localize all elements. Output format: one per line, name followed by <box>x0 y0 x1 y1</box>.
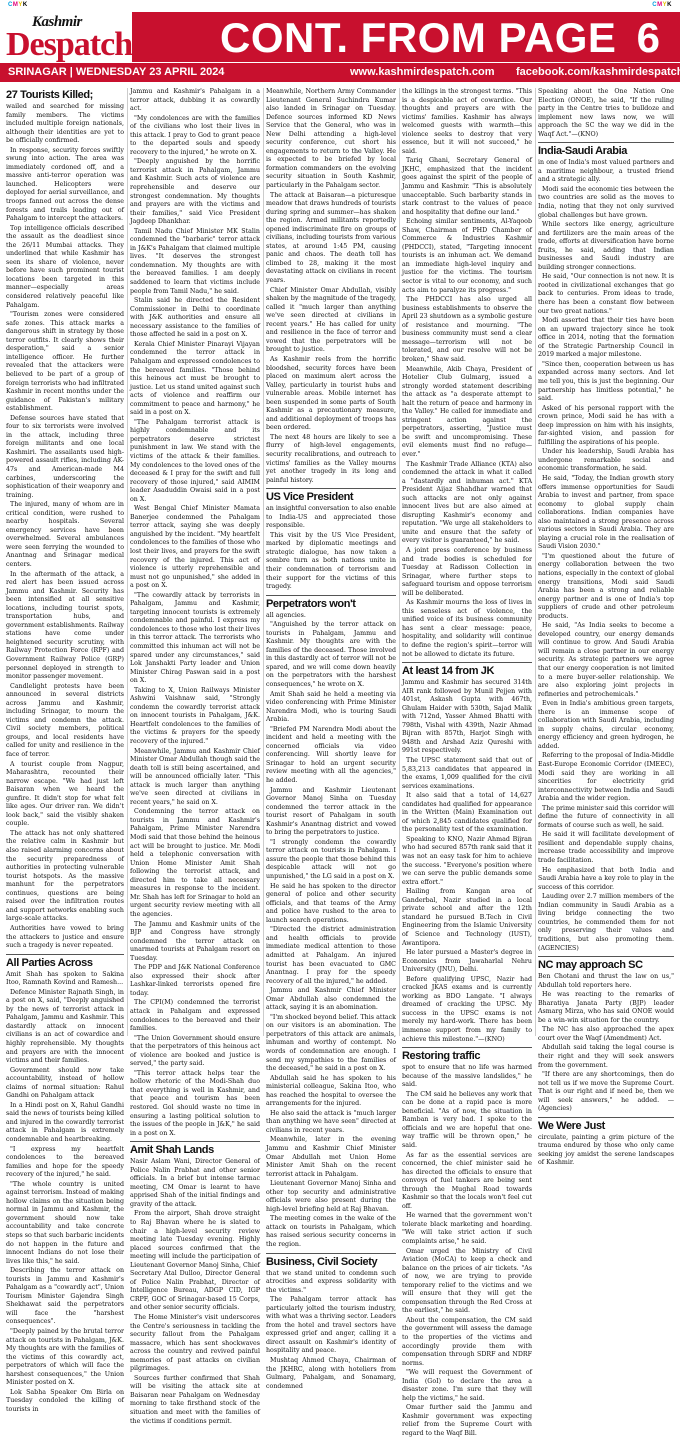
article-paragraph: "The cowardly attack by terrorists in Pahalgam, Jammu and Kashmir, targeting innocent tourists is extremely condemnable and painful. I express my condolences to those who lost their lives in this terror attack. The terrorists who committed this inhuman act will not be spared under any circumstances," said Lok Janshakti Party leader and Union Minister Chirag Paswan said in a post on X. <box>130 591 260 685</box>
article-paragraph: that we stand united to condemn such atrocities and express solidarity with the victims." <box>266 1269 396 1294</box>
article-body <box>266 1270 396 1392</box>
article-paragraph: "The Union Government should ensure that the perpetrators of this heinous act of violence are booked and justice is served," the party said. <box>130 1034 260 1068</box>
article-paragraph: "Deeply anguished by the horrific terrorist attack in Pahalgam, Jammu and Kashmir. Such acts of violence are reprehensible and deserve our strongest condemnation. My thoughts and prayers are with the victims and their families," said Vice President Jagdeep Dhankhar. <box>130 158 260 226</box>
article-headline: NC may approach SC <box>538 959 643 972</box>
article-paragraph: Ben Chotani and thrust the law on us," Abdullah told reporters here. <box>538 973 674 989</box>
article-paragraph: Meanwhile, Akib Chaya, President of Hotelier Club Gulmarg, issued a strongly worded statement describing the attack as "a desperate attempt to halt the return of peace and harmony in the Valley." He called for immediate and stringent action against the perpetrators, asserting, "Justice must be swift and uncompromising. These evil elements must find no refuge—ever." <box>402 365 532 458</box>
article-paragraph: Meanwhile, later in the evening Jammu and Kashmir Chief Minister Omar Abdullah met Union Home Minister Amit Shah on the recent terrorist attack in Pahalgam. <box>266 1136 396 1178</box>
article-paragraph: Kerala Chief Minister Pinarayi Vijayan condemned the terror attack in Pahalgam and expressed condolences to the bereaved families. "Those behind this heinous act must be brought to justice. Let us stand united against such acts of violence and reaffirm our commitment to peace and harmony," he said in a post on X. <box>130 340 260 417</box>
article-paragraph: Tariq Ghani, Secretary General of JKHC, emphasized that the incident goes against the spirit of the people of Jammu and Kashmir. "This is absolutely unacceptable. Such barbarity stands in stark contrast to the values of peace and hospitality that define our land." <box>402 157 532 216</box>
article-rule <box>402 662 532 663</box>
article-paragraph: Top intelligence officials described the assault as the deadliest since the 26/11 Mumbai attacks. They underlined that while Kashmir has seen its share of violence, never before have such prominent tourist locations been targeted in this manner—especially areas considered relatively peaceful like Pahalgam. <box>6 224 124 309</box>
article-paragraph: While sectors like energy, agriculture and fertilizers are the main areas of the trade, efforts at diversification have borne fruits, he said, adding that Indian businesses and Saudi industry are building stronger connections. <box>538 221 674 271</box>
article-body <box>130 88 260 1138</box>
article-paragraph: Jammu and Kashmir's Pahalgam in a terror attack, dubbing it as cowardly act. <box>130 88 260 113</box>
article-body <box>402 679 532 1044</box>
article-paragraph: He later pursued a Master's degree in Economics from Jawaharlal Nehru University (JNU), Delhi. <box>402 949 532 974</box>
article-paragraph: Omar further said the Jammu and Kashmir government was expecting relief from the Supreme Court with regard to the Waqf Bill. <box>402 1404 532 1438</box>
article-paragraph: "I'm shocked beyond belief. This attack on our visitors is an abomination. The perpetrators of this attack are animals, inhuman and worthy of contempt. No words of condemnation are enough. I send my sympathies to the families of the deceased," he said in a post on X. <box>266 1013 396 1073</box>
article-paragraph: In a Hindi post on X, Rahul Gandhi said the news of tourists being killed and injured in the cowardly terrorist attack in Pahalgam is extremely condemnable and heartbreaking. <box>6 1101 124 1143</box>
brand-main: Despatch <box>6 26 133 63</box>
article-paragraph: The next 48 hours are likely to see a flurry of high-level engagements, security recalibrations, and outreach to victims' families as the Valley mourns yet another tragedy in its long and painful history. <box>266 433 396 484</box>
article-body <box>538 88 674 139</box>
article-paragraph: The Pahalgam terror attack has particularly jolted the tourism industry, with what was a thriving sector. Leaders from the hotel and travel sectors have expressed grief and anger, calling it a direct assault on Kashmir's identity of hospitality and peace. <box>266 1296 396 1355</box>
article-body <box>402 1064 532 1439</box>
article-headline: 27 Tourists Killed; <box>6 89 93 101</box>
article-paragraph: He said, "Our connection is not new. It is rooted in civilizational exchanges that go back to centuries. From ideas to trade, there has been a constant flow between our two great nations." <box>538 273 674 315</box>
article-rule <box>266 1253 396 1254</box>
article-paragraph: "The Pahalgam terrorist attack is highly condemnable and its perpetrators deserve strictest punishment in law. We stand with the victims of the attack & their families. My condolences to the loved ones of the deceased & I pray for the swift and full recovery of those injured," said AIMIM leader Asaduddin Owaisi said in a post on X. <box>130 418 260 503</box>
article-paragraph: Tamil Nadu Chief Minister MK Stalin condemned the "barbaric" terror attack in J&K's Pahalgam that claimed multiple lives. "It deserves the strongest condemnation. My thoughts are with the bereaved families. I am deeply saddened to learn that victims include people from Tamil Nadu," he said. <box>130 227 260 295</box>
article-paragraph: "Anguished by the terror attack on tourists in Pahalgam, Jammu and Kashmir. My thoughts are with the families of the deceased. Those involved in this dastardly act of terror will not be spared, and we will come down heavily on the perpetrators with the harshest consequences," he wrote on X. <box>266 621 396 688</box>
article-paragraph: West Bengal Chief Minister Mamata Banerjee condemned the Pahalgam terror attack, saying she was deeply anguished by the incident. "My heartfelt condolences to the families of those who lost their lives, and prayers for the swift recovery of the injured. This act of violence is utterly reprehensible and must not go unpunished," she added in a post on X. <box>130 505 260 590</box>
article-paragraph: He warned that the government won't tolerate black marketing and hoarding. "We will take strict action if such complaints arise," he said. <box>402 1212 532 1245</box>
article-paragraph: Stalin said he directed the Resident Commissioner in Delhi to coordinate with J&K authorities and ensure all necessary assistance to the families of those affected he said in a post on X. <box>130 297 260 339</box>
article-paragraph: Sources further confirmed that Shah will be visiting the attack site at Baisaran near Pahalgam on Wednesday morning to take firsthand stock of the situation and meet with the families of the victims if conditions permit. <box>130 1374 260 1425</box>
column-divider <box>263 88 264 1036</box>
article-paragraph: Jammu and Kashmir Lieutenant Governor Manoj Sinha on Tuesday condemned the terror attack in the tourist resort of Pahalgam in south Kashmir's Anantnag district and vowed to bring the perpetrators to justice. <box>266 786 396 837</box>
column-divider <box>535 88 536 1036</box>
article-paragraph: As Kashmir reels from the horrific bloodshed, security forces have been placed on maximum alert across the Valley, particularly in tourist hubs and vulnerable areas. Mobile internet has been suspended in some parts of South Kashmir as a precautionary measure, and additional deployment of troops has been ordered. <box>266 355 396 432</box>
article-paragraph: Jammu and Kashmir has secured 314th AIR rank followed by Munil Pejjen with 401st, Askash Gupta with 467th, Ghulam Haider with 530th, Sajad Malik with 712nd, Yasser Ahmed Bhatti with 798th, Vishal with 439th, Nazir Ahmad Bijran with 857th, Harjot Singh with 948th and Arshad Aziz Qureshi with 991st respectively. <box>402 679 532 755</box>
article-paragraph: Amit Shah has spoken to Sakina Itoo, Ramnath Kovind and Ramesh... <box>6 970 124 987</box>
cmyk-mark-left: CMYK <box>8 2 28 8</box>
article-paragraph: "This terror attack helps tear the hollow rhetoric of the Modi-Shah duo that everything is well in Kashmir, and that peace and tourism has been restored. Gol should waste no time in ensuring a lasting political solution to the issues of the people in J&K," he said in a post on X. <box>130 1069 260 1137</box>
article-paragraph: "Deeply pained by the brutal terror attack on tourists in Pahalgam, J&K. My thoughts are with the families of the victims of this cowardly act, perpetrators of which will face the harshest consequences," the Union Minister posted on X. <box>6 1328 124 1387</box>
article-paragraph: He emphasized that both India and Saudi Arabia have a key role to play in the success of this corridor. <box>538 866 674 891</box>
article-headline: US Vice President <box>266 491 354 504</box>
article-paragraph: Authorities have vowed to bring the attackers to justice and ensure such a tragedy is never repeated. <box>6 924 124 950</box>
article-paragraph: Defence Minister Rajnath Singh, in a post on X, said, "Deeply anguished by the news of terrorist attack in Pahalgam, Jammu and Kashmir. This dastardly attack on innocent civilians is an act of cowardice and highly reprehensible. My thoughts and prayers are with the innocent victims and their families. <box>6 988 124 1065</box>
article-paragraph: Candlelight protests have been announced in several districts across Jammu and Kashmir, including Srinagar, to mourn the victims and condemn the attack. Civil society members, political groups, and local residents have called for unity and resilience in the face of terror. <box>6 682 124 759</box>
article-body <box>130 1158 260 1426</box>
article-paragraph: Referring to the proposal of India-Middle East-Europe Economic Corridor (IMEEC), Modi said they are working in all sincerities for electricity grid interconnectivity between India and Saudi Arabia and the wider region. <box>538 752 674 803</box>
article-paragraph: About the compensation, the CM said the government will assess the damage to the properties of the victims and accordingly provide them with compensation through SDRF and NDRF norms. <box>402 1316 532 1367</box>
article-paragraph: The PDP and J&K National Conference also expressed their shock after Lashkar-linked terrorists opened fire today. <box>130 964 260 997</box>
article-headline: All Parties Across <box>6 956 93 969</box>
article-rule <box>538 956 674 957</box>
article-paragraph: He said it will facilitate development of resilient and dependable supply chains, increase trade accessibility and improve trade facilitation. <box>538 831 674 865</box>
article-paragraph: "The whole country is united against terrorism. Instead of making hollow claims on the situation being normal in Jammu and Kashmir, the government should now take accountability and take concrete steps so that such barbaric incidents do not happen in the future and innocent Indians do not lose their lives like this," he said. <box>6 1180 124 1265</box>
article-paragraph: Echoing similar sentiments, Al-Yaqoob Shaw, Chairman of PHD Chamber of Commerce & Industries Kashmir (PHDCCI), stated, "Targeting innocent tourists is an inhuman act. We demand an immediate high-level inquiry and justice for the victims. The tourism sector is vital to our economy, and such acts aim to paralyze its progress." <box>402 218 532 294</box>
article-body <box>538 1134 674 1168</box>
column-1 <box>6 88 124 1413</box>
article-paragraph: the killings in the strongest terms. "This is a despicable act of cowardice. Our thoughts and prayers are with the victims' families. Kashmir has always welcomed guests with warmth—this violence seeks to destroy that very essence, but it will not succeed," he said. <box>402 88 532 155</box>
article-paragraph: Modi said the economic ties between the two countries are solid as the moves to India, noting that they not only survived global challenges but have grown. <box>538 185 674 219</box>
brand-top: Kashmir <box>32 14 82 30</box>
article-paragraph: Lauding over 2.7 million members of the Indian community in Saudi Arabia as a living bridge connecting the two countries, he commended them for not only preserving their values and traditions, but also promoting them. (AGENCIES) <box>538 893 674 952</box>
article-paragraph: Condemning the terror attack on tourists in Jammu and Kashmir's Pahalgam, Prime Minister Narendra Modi said that those behind the heinous act will be brought to justice. Mr. Modi held a telephonic conversation with Union Home Minister Amit Shah following the terrorist attack, and directed him to take all necessary measures in response to the incident. Mr. Shah has left for Srinagar to hold an urgent security review meeting with all the agencies. <box>130 808 260 918</box>
cmyk-mark-right: CMYK <box>652 2 672 8</box>
article-paragraph: The attack at Baisaran—a picturesque meadow that draws hundreds of tourists during spring and summer—has shaken the region. Armed militants reportedly opened indiscriminate fire on groups of civilians, including tourists from various states, at around 1:45 PM, causing panic and chaos. The death toll has climbed to 28, making it the most devastating attack on civilians in recent years. <box>266 191 396 285</box>
article-body <box>6 103 124 951</box>
column-5 <box>538 88 674 1167</box>
article-paragraph: This visit by the US Vice President, marked by diplomatic meetings and strategic dialogue, has now taken a sombre turn as both nations unite in their condemnation of terrorism and their support for the victims of this tragedy. <box>266 531 396 591</box>
article-headline: Perpetrators won't <box>266 597 356 610</box>
article-paragraph: "Since then, cooperation between us has expanded across many sectors. And let me tell you, this is just the beginning. Our partnership has limitless potential," he said. <box>538 360 674 403</box>
article-paragraph: He said he has spoken to the director general of police and other security officials, and that teams of the Army and police have rushed to the area to launch search operations. <box>266 882 396 924</box>
article-paragraph: The NC has also approached the apex court over the Waqf (Amendment) Act. <box>538 1026 674 1042</box>
article-body <box>6 971 124 1415</box>
article-paragraph: It also said that a total of 14,627 candidates had qualified for appearance in the Written (Main) Examination out of which 2,845 candidates qualified for the personality test of the examination. <box>402 792 532 834</box>
column-3 <box>266 88 396 1390</box>
article-paragraph: "I'm questioned about the future of energy collaboration between the two nations, especially in the context of global energy transitions, Modi said Saudi Arabia has been a strong and reliable energy partner and is one of India's top suppliers of crude and other petroleum products. <box>538 552 674 620</box>
article-paragraph: A tourist couple from Nagpur, Maharashtra, recounted their narrow escape. "We had just left Baisaran when we heard the gunfire. It didn't stop for what felt like ages. Our driver ran. We didn't look back," said the visibly shaken couple. <box>6 760 124 828</box>
article-paragraph: Modi asserted that their ties have been on an upward trajectory since he took office in 2014, noting that the formation of the Strategic Partnership Council in 2019 marked a major milestone. <box>538 317 674 359</box>
article-paragraph: In response, security forces swiftly swung into action. The area was immediately cordoned off, and a massive anti-terror operation was launched. Helicopters were deployed for aerial surveillance, and troops fanned out across the dense forests and trails leading out of Pahalgam to intercept the attackers. <box>6 146 124 223</box>
facebook-link[interactable]: facebook.com/kashmirdespatch <box>516 66 684 78</box>
article-paragraph: Under his leadership, Saudi Arabia has undergone remarkable social and economic transformation, he said. <box>538 448 674 473</box>
article-headline: India-Saudi Arabia <box>538 145 627 158</box>
page-banner <box>132 12 680 62</box>
article-paragraph: The meeting comes in the wake of the attack on tourists in Pahalgam, which has raised serious security concerns in the region. <box>266 1215 396 1248</box>
article-paragraph: The prime minister said this corridor will define the future of connectivity in all formats of course such as well, he said. <box>538 804 674 829</box>
banner-title: CONT. FROM PAGE <box>220 14 617 61</box>
article-body <box>538 159 674 953</box>
article-paragraph: From the airport, Shah drove straight to Raj Bhavan where he is slated to chair a high-level security review meeting late Tuesday evening. Highly placed sources confirmed that the meeting will include the participation of Lieutenant Governor Manoj Sinha, Chief Secretary Atal Dulloo, Director General of Police Nalin Prabhat, Director of Intelligence Bureau, ADGP CID, IGP CRPF, GOC of Srinagar-based 15 Corps, and other senior security officials. <box>130 1210 260 1312</box>
article-paragraph: He said, "Today, the Indian growth story offers immense opportunities for Saudi Arabia to invest and partner, from space economy to global supply chain collaborations. Indian companies have also maintained a strong presence across various sectors in Saudi Arabia. They are playing a crucial role in the realisation of Saudi Vision 2030." <box>538 474 674 551</box>
page-number: 6 <box>636 14 660 61</box>
article-paragraph: all agencies. <box>266 611 306 619</box>
article-paragraph: Meanwhile, Jammu and Kashmir Chief Minister Omar Abdullah though said the death toll is still being ascertained, and will be announced officially later. "This attack is much larger than anything we've seen directed at civilians in recent years," he said on X. <box>130 747 260 806</box>
article-headline: We Were Just <box>538 1119 605 1132</box>
article-paragraph: "Briefed PM Narendra Modi about the incident and held a meeting with the concerned officials via video conferencing. Will shortly leave for Srinagar to hold an urgent security review meeting with all the agencies," he added. <box>266 725 396 785</box>
article-paragraph: Chief Minister Omar Abdullah, visibly shaken by the magnitude of the tragedy, called it "much larger than anything we've seen directed at civilians in recent years." He has called for unity and resilience in the face of terror and vowed that the perpetrators will be brought to justice. <box>266 286 396 354</box>
article-rule <box>6 954 124 955</box>
article-paragraph: The PHDCCI has also urged all business establishments to observe the April 23 shutdown as a symbolic gesture of resistance and mourning. "The business community must send a clear message—terrorism will not be tolerated, and our resolve will not be broken," Shaw said. <box>402 296 532 363</box>
column-divider <box>399 88 400 1036</box>
article-rule <box>266 595 396 596</box>
article-paragraph: "I strongly condemn the cowardly terror attack on tourists in Pahalgam. I assure the people that those behind this despicable attack will not go unpunished," the LG said in a post on X. <box>266 838 396 881</box>
article-paragraph: in one of India's most valued partners and a maritime neighbour, a trusted friend and a strategic ally. <box>538 159 674 184</box>
article-paragraph: Nasir Aslam Wani, Director General of Police Nalin Prabhat and other senior officials. In a brief but intense tarmac meeting, CM Omar is learnt to have apprised Shah of the initial findings and gravity of the attack. <box>130 1158 260 1208</box>
article-paragraph: Omar urged the Ministry of Civil Aviation (MoCA) to keep a check and balance on the prices of air tickets. "As of now, we are trying to provide temporary relief to the victims and we will ensure that they will get the compensation through the Red Cross at the earliest," he said. <box>402 1247 532 1315</box>
article-headline: Amit Shah Lands <box>130 1144 214 1157</box>
website-link[interactable]: www.kashmirdespatch.com <box>350 66 495 78</box>
article-paragraph: Hailing from Kangan area of Ganderbal, Nazir studied in a local private school and after the 12th standard he pursued B.Tech in Civil Engineering from the Islamic University of Science and Technology (IUST), Awantipora. <box>402 888 532 947</box>
article-rule <box>538 142 674 143</box>
article-paragraph: The injured, many of whom are in critical condition, were rushed to nearby hospitals. Several emergency services have been overwhelmed. Several ambulances were seen ferrying the wounded to Anantnag and Srinagar medical centers. <box>6 501 124 568</box>
article-paragraph: Abdullah said taking the legal course is their right and they will seek answers from the government. <box>538 1044 674 1069</box>
article-paragraph: Lok Sabha Speaker Om Birla on Tuesday condoled the killing of tourists in <box>6 1388 124 1413</box>
article-paragraph: an insightful conversation to also enable to India-US and appreciated those responsible. <box>266 505 396 530</box>
article-paragraph: Speaking about the One Nation One Election (ONOE), he said, "If the ruling party in the Centre tries to bulldoze and implement new laws now, we will approach the SC the way we did in the Waqf Act."—(KNO) <box>538 88 674 138</box>
article-paragraph: The CPI(M) condemned the terrorist attack in Pahalgam and expressed condolences to the bereaved and their families. <box>130 999 260 1033</box>
column-divider <box>127 88 128 1036</box>
article-paragraph: Abdullah said he has spoken to his ministerial colleague, Sakina Itoo, who has reached the hospital to oversee the arrangements for the injured. <box>266 1074 396 1108</box>
article-paragraph: The Jammu and Kashmir units of the BJP and Congress have strongly condemned the terror attack on unarmed tourists at Pahalgam resort on Tuesday. <box>130 920 260 962</box>
article-paragraph: wailed and searched for missing family members. The victims included multiple foreign nationals, although their identities are yet to be officially confirmed. <box>6 103 124 145</box>
article-paragraph: As Kashmir mourns the loss of lives in this senseless act of violence, the unified voice of its business community has sent a clear message: peace, hospitality, and solidarity will continue to define the region's spirit—terror will not be allowed to dictate its future. <box>402 599 532 658</box>
article-paragraph: Meanwhile, Northern Army Commander Lieutenant General Suchindra Kumar also landed in Srinagar on Tuesday. Defence sources informed KD News Service that the General, who was in New Delhi attending a high-level security conference, cut short his engagements to return to the Valley. He is expected to be briefed by local formation commanders on the evolving security situation in South Kashmir, particularly in the Pahalgam sector. <box>266 88 396 190</box>
article-body <box>538 973 674 1114</box>
article-paragraph: Asked of his personal rapport with the crown prince, Modi said he has with a deep impression on him with his insights, far-sighted vision, and passion for fulfilling the aspirations of his people. <box>538 404 674 446</box>
article-paragraph: Defense sources have stated that four to six terrorists were involved in the attack, including three foreign militants and one local Kashmiri. The assailants used high-powered assault rifles, including AK-47s and American-made M4 carbines, underscoring the sophistication of their weaponry and training. <box>6 414 124 499</box>
article-paragraph: "We will request the Government of India (GoI) to declare the area a disaster zone. I'm sure that they will help the victims," he said. <box>402 1369 532 1402</box>
article-paragraph: "My condolences are with the families of the civilians who lost their lives in this attack. I pray to God to grant peace to the departed souls and speedy recovery to the injured," he wrote on X. <box>130 114 260 156</box>
article-paragraph: Government should now take accountability, instead of hollow claims of normal situation: Rahul Gandhi on Pahalgam attack <box>6 1066 124 1100</box>
article-rule <box>402 1047 532 1048</box>
article-paragraph: Speaking to KNO, Nazir Ahmad Bijran who had secured 857th rank said that it was not an easy task for him to achieve the success. "Everyone's position where we can serve the public demands some extra effort." <box>402 835 532 886</box>
article-headline: Business, Civil Society <box>266 1255 378 1268</box>
article-paragraph: He also said the attack is "much larger than anything we have seen" directed at civilians in recent years. <box>266 1109 396 1134</box>
article-paragraph: Lieutenant Governor Manoj Sinha and other top security and administrative officials were also present during the high-level briefing held at Raj Bhavan. <box>266 1180 396 1213</box>
article-paragraph: "If there are any shortcomings, then do not tell us if we move the Supreme Court. That is our right and if need be, then we will seek answers," he added. —(Agencies) <box>538 1071 674 1113</box>
article-paragraph: The Kashmir Trade Alliance (KTA) also condemned the attack in what it called a "dastardly and inhuman act." KTA President Aijaz Shahdhar warned that such attacks are not only against innocent lives but are also aimed at disrupting Kashmir's economy and reputation. "We urge all stakeholders to unite and ensure that the safety of every visitor is guaranteed," he said. <box>402 460 532 545</box>
article-paragraph: Mushtaq Ahmed Chaya, Chairman of the JKHRC, along with hoteliers from Gulmarg, Pahalgam, and Sonamarg, condemned <box>266 1357 396 1390</box>
article-paragraph: Even in India's ambitious green targets, there is an immense scope of collaboration with Saudi Arabia, including in supply chains, circular economy, energy efficiency and green hydrogen, he added. <box>538 700 674 750</box>
article-paragraph: As far as the essential services are concerned, the chief minister said he has directed the officials to ensure that convoys of fuel tankers are being sent through the Mughal Road towards Kashmir so that the locals won't feel cut off. <box>402 1151 532 1210</box>
article-rule <box>266 488 396 489</box>
article-rule <box>538 1117 674 1118</box>
article-body <box>266 505 396 591</box>
article-body <box>266 88 396 485</box>
article-paragraph: Amit Shah said he held a meeting via video conferencing with Prime Minister Narendra Modi, who is touring Saudi Arabia. <box>266 690 396 724</box>
article-body <box>266 612 396 1250</box>
article-paragraph: A joint press conference by business and trade bodies is scheduled for Tuesday at Radisson Collection in Srinagar, where further steps to safeguard tourism and oppose terrorism will be deliberated. <box>402 546 532 597</box>
article-paragraph: The UPSC statement said that out of 5,83,213 candidates that appeared in the exams, 1,009 qualified for the civil services examinations. <box>402 757 532 790</box>
article-paragraph: The attack has not only shattered the relative calm in Kashmir but also raised alarming concerns about the security preparedness of authorities in protecting vulnerable tourist hotspots. As the massive manhunt for the perpetrators continues, questions are being raised over the infiltration routes and support networks enabling such large-scale attacks. <box>6 829 124 923</box>
article-body <box>402 88 532 659</box>
article-headline: Restoring traffic <box>402 1050 481 1063</box>
article-paragraph: spot to ensure that no life was harmed because of the massive landslides," he said. <box>402 1064 532 1089</box>
article-paragraph: "Tourism zones were considered safe zones. This attack marks a dangerous shift in strategy by those terror outfits. It clearly shows their desperation," said a senior intelligence officer. He further revealed that the attackers were believed to be part of a group of foreign terrorists who had infiltrated Kashmir in recent months under the guidance of Pakistan's military establishment. <box>6 311 124 413</box>
article-paragraph: "Directed the district administration and health officials to provide immediate medical attention to those admitted at Pahalgam. An injured tourist has been evacuated to GMC Anantnag. I pray for the speedy recovery of all the injured," he added. <box>266 926 396 985</box>
article-paragraph: In the aftermath of the attack, a red alert has been issued across Jammu and Kashmir. Security has been intensified at all sensitive locations, including tourist spots, transportation hubs, and government establishments. Railway stations have come under heightened security scrutiny, with Railway Protection Force (RPF) and Government Railway Police (GRP) personnel deployed in strength to monitor passenger movement. <box>6 570 124 681</box>
article-rule <box>130 1141 260 1142</box>
article-paragraph: Taking to X, Union Railways Minister Ashwini Vaishnaw said, "Strongly condemn the cowardly terrorist attack on innocent tourists in Pahalgam, J&K. Heartfelt condolences to the families of the victims & prayers for the speedy recovery of the injured." <box>130 686 260 746</box>
article-paragraph: Before qualifying UPSC, Nazir had cracked JKAS exams and is currently working as BDO Langate. "I always dreamed of cracking the UPSC. My success in the UPSC exams is not merely my hard-work. There has been immense support from my family to achieve this milestone."—(KNO) <box>402 975 532 1043</box>
brand-logo[interactable] <box>4 12 133 66</box>
article-paragraph: Jammu and Kashmir Chief Minister Omar Abdullah also condemned the attack, saying it is an abomination. <box>266 987 396 1012</box>
article-headline: At least 14 from JK <box>402 665 495 678</box>
article-paragraph: circulate, painting a grim picture of the trauma endured by those who only came seeking joy amidst the serene landscapes of Kashmir. <box>538 1133 674 1167</box>
article-paragraph: The CM said he believes any work that can be done at a rapid pace is more beneficial. "As of now, the situation in Ramban is very bad. I spoke to the officials and we are hopeful that one-way traffic will be thrown open," he said. <box>402 1090 532 1149</box>
article-paragraph: The Home Minister's visit underscores the Centre's seriousness in tackling the security fallout from the Pahalgam massacre, which has sent shockwaves across the country and revived painful memories of past attacks on civilian pilgrimages. <box>130 1314 260 1373</box>
info-bar <box>0 63 684 82</box>
article-paragraph: He was reacting to the remarks of Bharatiya Janata Party (BJP) leader Asmarg Mirza, who has said ONOE would be a win-win situation for the country. <box>538 991 674 1024</box>
article-paragraph: He said, "As India seeks to become a developed country, our energy demands will continue to grow. And Saudi Arabia will remain a close partner in our energy security. As strategic partners we agree that our energy cooperation is not limited to a mere buyer-seller relationship. We are also exploring joint projects in refineries and petrochemicals." <box>538 622 674 698</box>
column-4 <box>402 88 532 1438</box>
masthead <box>0 0 684 84</box>
dateline: SRINAGAR | WEDNESDAY 23 APRIL 2024 <box>8 66 225 78</box>
article-paragraph: "I express my heartfelt condolences to the bereaved families and hope for the speedy recovery of the injured," he said. <box>6 1145 124 1179</box>
article-paragraph: Describing the terror attack on tourists in Jammu and Kashmir's Pahalgam as a "cowardly act", Union Tourism Minister Gajendra Singh Shekhawat said the perpetrators will face the "harshest consequences". <box>6 1267 124 1326</box>
column-2 <box>130 88 260 1425</box>
